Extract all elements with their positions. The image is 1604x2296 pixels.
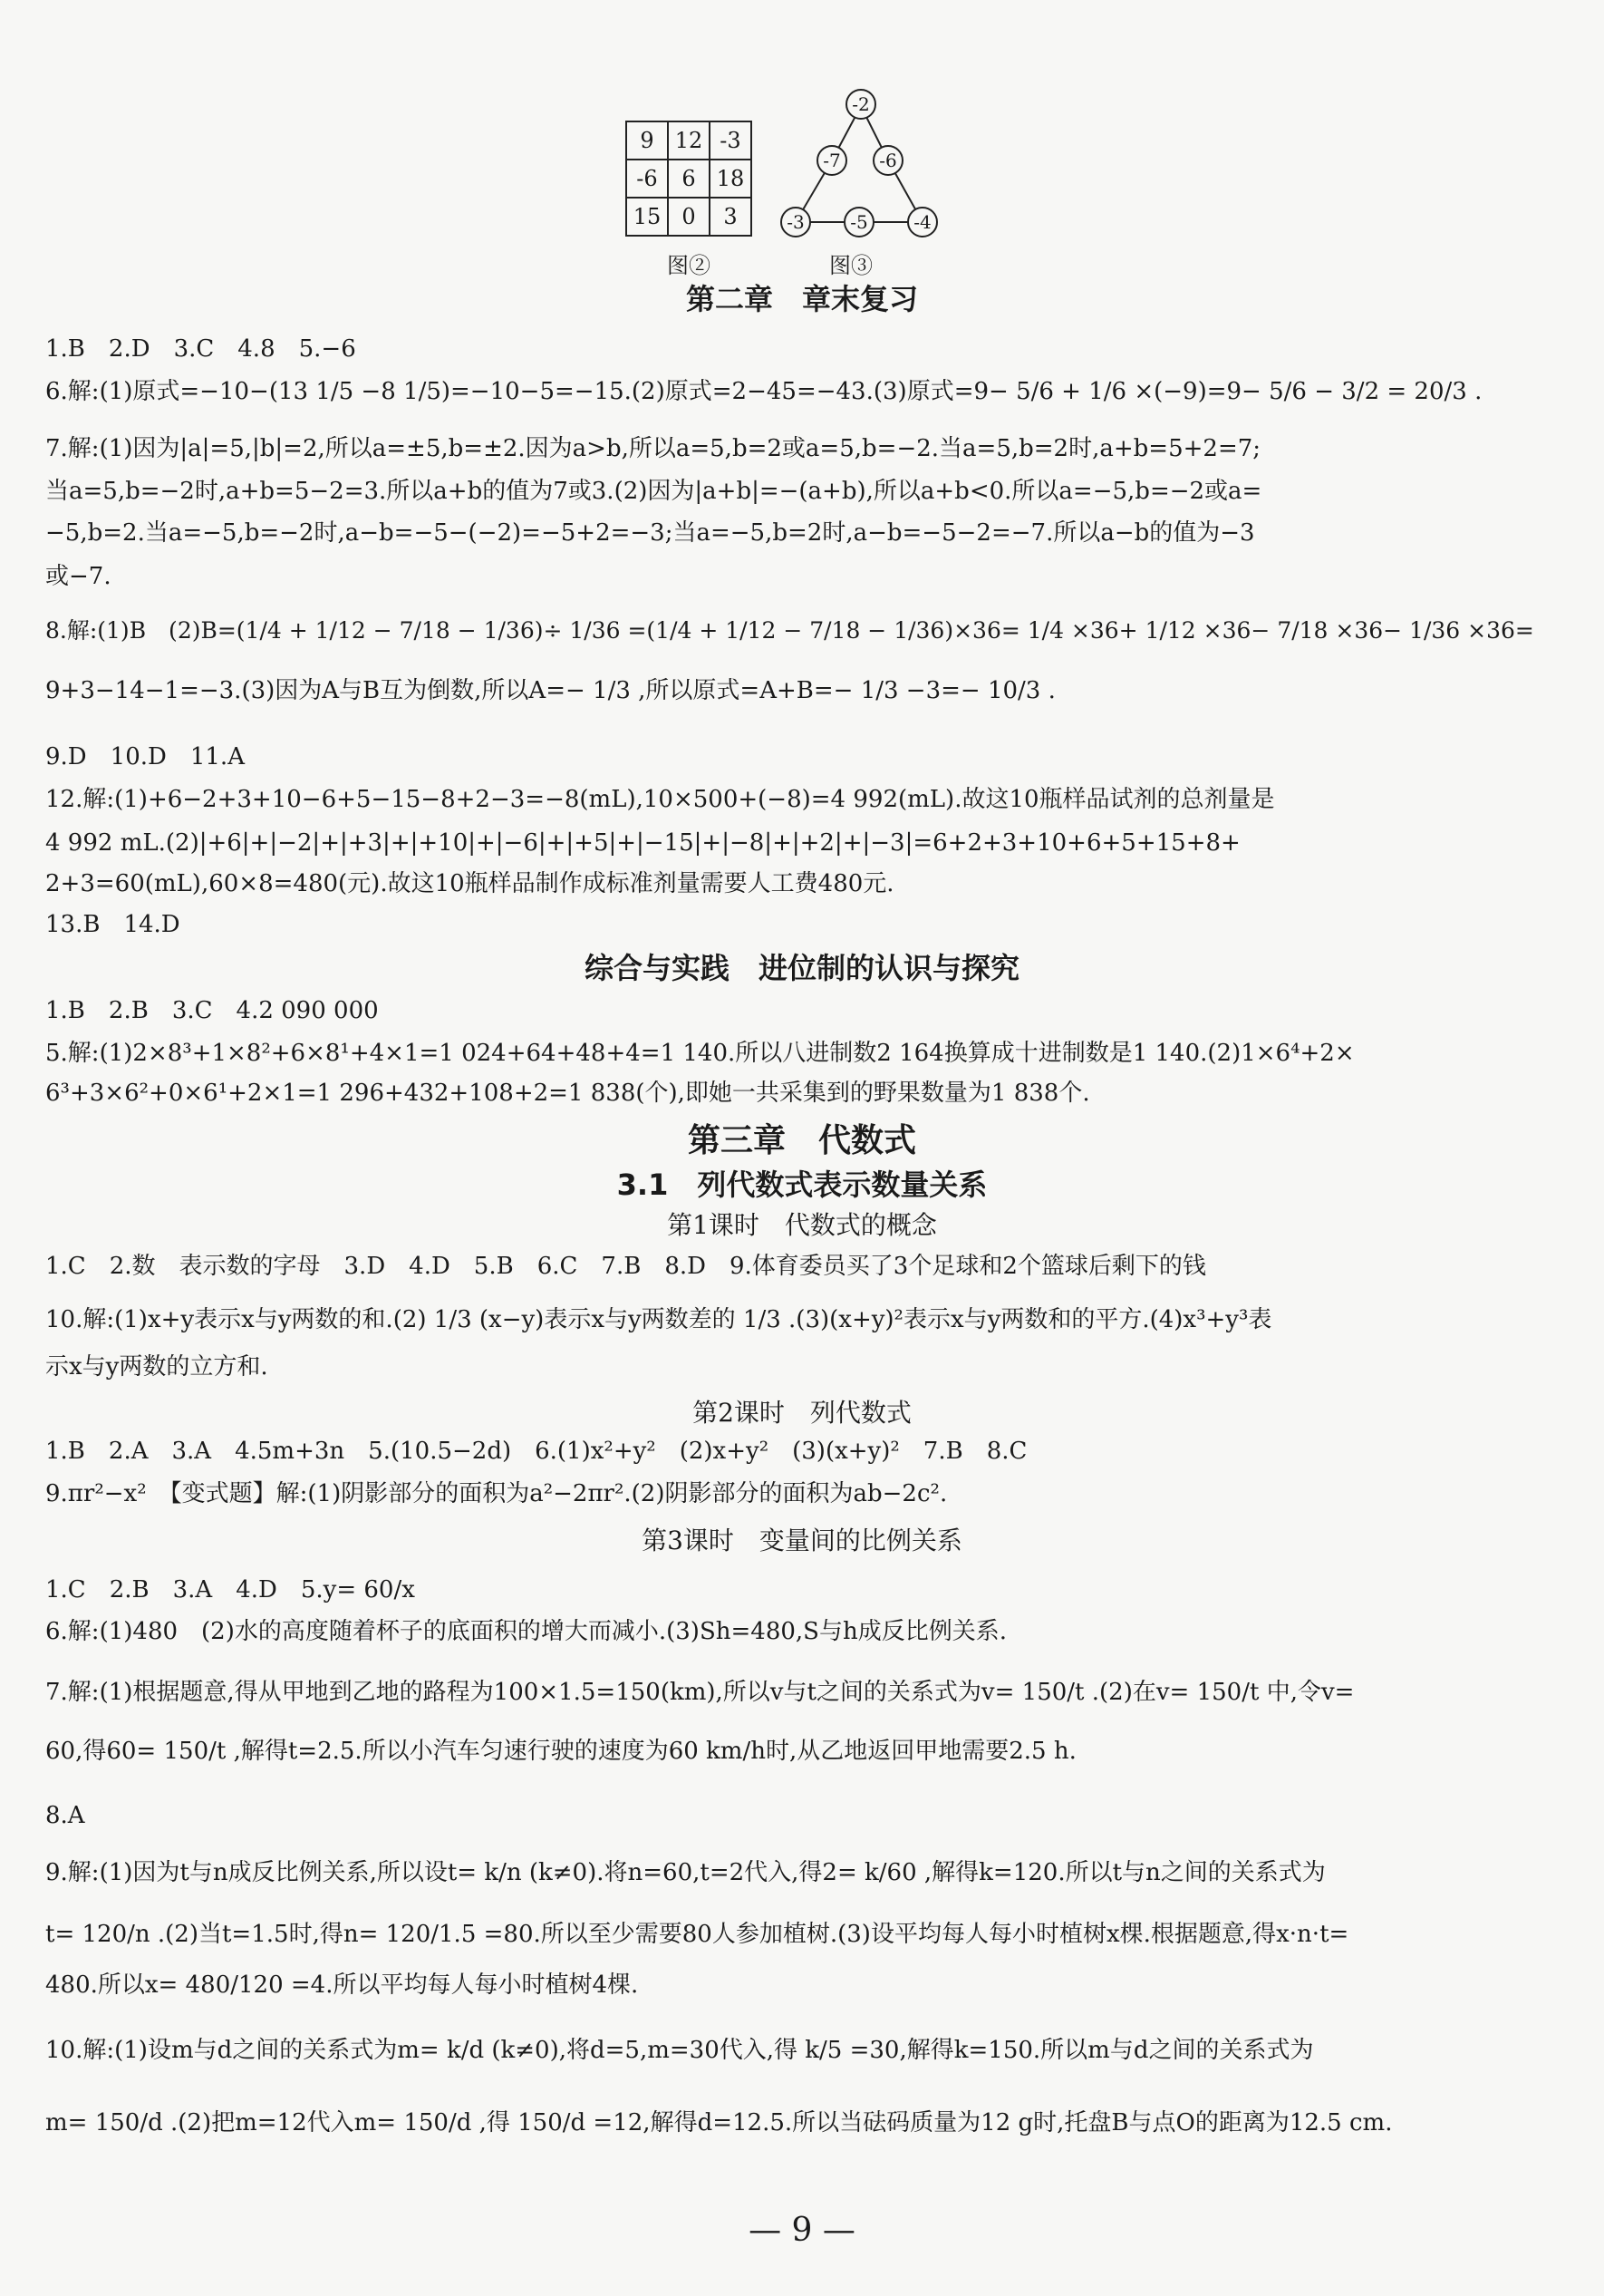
answer-line: 8.解:(1)B (2)B=(1/4 + 1/12 − 7/18 − 1/36)÷ 1/36 =(1/4 + 1/12 − 7/18 − 1/36)×36= 1/4 ×36+ 1/12 ×36− 7/18 ×36− 1/36 ×36= (45, 617, 1534, 644)
triangle-diagram (770, 86, 952, 245)
answer-line: 9.解:(1)因为t与n成反比例关系,所以设t= k/n (k≠0).将n=60,t=2代入,得2= k/60 ,解得k=120.所以t与n之间的关系式为 (45, 1859, 1326, 1886)
grid-cell: 15 (626, 198, 668, 236)
answer-line: 60,得60= 150/t ,解得t=2.5.所以小汽车匀速行驶的速度为60 km/h时,从乙地返回甲地需要2.5 h. (45, 1738, 1077, 1765)
answer-line: 2+3=60(mL),60×8=480(元).故这10瓶样品制作成标准剂量需要人工费480元. (45, 870, 894, 897)
answer-line: 7.解:(1)因为|a|=5,|b|=2,所以a=±5,b=±2.因为a>b,所以a=5,b=2或a=5,b=−2.当a=5,b=2时,a+b=5+2=7; (45, 435, 1261, 462)
grid-caption: 图② (667, 253, 710, 278)
section-heading: 综合与实践 进位制的认识与探究 (584, 951, 1019, 985)
answer-line: 或−7. (45, 563, 111, 590)
grid-cell: 18 (710, 160, 751, 198)
answer-line: 6.解:(1)480 (2)水的高度随着杯子的底面积的增大而减小.(3)Sh=480,S与h成反比例关系. (45, 1618, 1007, 1645)
answer-line: 480.所以x= 480/120 =4.所以平均每人每小时植树4棵. (45, 1971, 639, 1999)
answer-line: 8.A (45, 1802, 85, 1829)
answer-line: 当a=5,b=−2时,a+b=5−2=3.所以a+b的值为7或3.(2)因为|a+b|=−(a+b),所以a+b<0.所以a=−5,b=−2或a= (45, 478, 1262, 505)
grid-row (626, 160, 751, 198)
grid-cell: 6 (668, 160, 710, 198)
answer-line: 10.解:(1)设m与d之间的关系式为m= k/d (k≠0),将d=5,m=30代入,得 k/5 =30,解得k=150.所以m与d之间的关系式为 (45, 2037, 1314, 2064)
section-heading: 第三章 代数式 (687, 1122, 916, 1159)
section-heading: 3.1 列代数式表示数量关系 (616, 1167, 988, 1202)
answer-line: 6³+3×6²+0×6¹+2×1=1 296+432+108+2=1 838(个),即她一共采集到的野果数量为1 838个. (45, 1080, 1090, 1107)
answer-line: 1.B 2.B 3.C 4.2 090 000 (45, 997, 379, 1024)
answer-line: 示x与y两数的立方和. (45, 1353, 268, 1381)
answer-line: 6.解:(1)原式=−10−(13 1/5 −8 1/5)=−10−5=−15.(2)原式=2−45=−43.(3)原式=9− 5/6 + 1/6 ×(−9)=9− 5/6 − 3/2 = 20/3 . (45, 378, 1483, 405)
triangle-node: -4 (913, 211, 932, 233)
answer-line: 7.解:(1)根据题意,得从甲地到乙地的路程为100×1.5=150(km),所以v与t之间的关系式为v= 150/t .(2)在v= 150/t 中,令v= (45, 1679, 1355, 1706)
answer-line: t= 120/n .(2)当t=1.5时,得n= 120/1.5 =80.所以至少需要80人参加植树.(3)设平均每人每小时植树x棵.根据题意,得x·n·t= (45, 1921, 1349, 1948)
figures (625, 86, 952, 304)
answer-line: 5.解:(1)2×8³+1×8²+6×8¹+4×1=1 024+64+48+4=1 140.所以八进制数2 164换算成十进制数是1 140.(2)1×6⁴+2× (45, 1040, 1355, 1067)
answer-line: 1.C 2.B 3.A 4.D 5.y= 60/x (45, 1576, 415, 1603)
section-heading: 第3课时 变量间的比例关系 (642, 1526, 962, 1555)
answer-line: 1.C 2.数 表示数的字母 3.D 4.D 5.B 6.C 7.B 8.D 9.体育委员买了3个足球和2个篮球后剩下的钱 (45, 1253, 1206, 1280)
triangle-node: -7 (823, 150, 841, 171)
section-heading: 第二章 章末复习 (685, 282, 918, 316)
magic-square-grid (625, 121, 752, 237)
answer-line: 1.B 2.A 3.A 4.5m+3n 5.(10.5−2d) 6.(1)x²+y² (2)x+y² (3)(x+y)² 7.B 8.C (45, 1438, 1028, 1465)
answer-line: 9.πr²−x² 【变式题】解:(1)阴影部分的面积为a²−2πr².(2)阴影部分的面积为ab−2c². (45, 1480, 948, 1507)
answer-line: m= 150/d .(2)把m=12代入m= 150/d ,得 150/d =12,解得d=12.5.所以当砝码质量为12 g时,托盘B与点O的距离为12.5 cm. (45, 2109, 1393, 2136)
triangle-node: -3 (787, 211, 805, 233)
grid-row (626, 198, 751, 236)
page-number: — 9 — (749, 2212, 855, 2249)
answer-line: −5,b=2.当a=−5,b=−2时,a−b=−5−(−2)=−5+2=−3;当a=−5,b=2时,a−b=−5−2=−7.所以a−b的值为−3 (45, 519, 1255, 547)
grid-cell: 0 (668, 198, 710, 236)
grid-cell: 9 (626, 121, 668, 160)
triangle-caption: 图③ (829, 253, 873, 278)
section-heading: 第2课时 列代数式 (692, 1398, 912, 1428)
grid-cell: 3 (710, 198, 751, 236)
answer-line: 10.解:(1)x+y表示x与y两数的和.(2) 1/3 (x−y)表示x与y两数差的 1/3 .(3)(x+y)²表示x与y两数和的平方.(4)x³+y³表 (45, 1306, 1272, 1333)
triangle-node: -2 (852, 93, 870, 115)
answer-line: 9+3−14−1=−3.(3)因为A与B互为倒数,所以A=− 1/3 ,所以原式=A+B=− 1/3 −3=− 10/3 . (45, 677, 1056, 704)
answer-line: 13.B 14.D (45, 911, 180, 938)
triangle-node: -6 (879, 150, 897, 171)
answer-line: 1.B 2.D 3.C 4.8 5.−6 (45, 335, 356, 363)
grid-cell: -3 (710, 121, 751, 160)
grid-cell: -6 (626, 160, 668, 198)
triangle-node: -5 (850, 211, 868, 233)
answer-line: 12.解:(1)+6−2+3+10−6+5−15−8+2−3=−8(mL),10×500+(−8)=4 992(mL).故这10瓶样品试剂的总剂量是 (45, 786, 1275, 813)
grid-cell: 12 (668, 121, 710, 160)
answer-line: 4 992 mL.(2)|+6|+|−2|+|+3|+|+10|+|−6|+|+5|+|−15|+|−8|+|+2|+|−3|=6+2+3+10+6+5+15+8+ (45, 829, 1241, 857)
grid-row (626, 121, 751, 160)
section-heading: 第1课时 代数式的概念 (667, 1210, 937, 1240)
answer-line: 9.D 10.D 11.A (45, 743, 245, 770)
